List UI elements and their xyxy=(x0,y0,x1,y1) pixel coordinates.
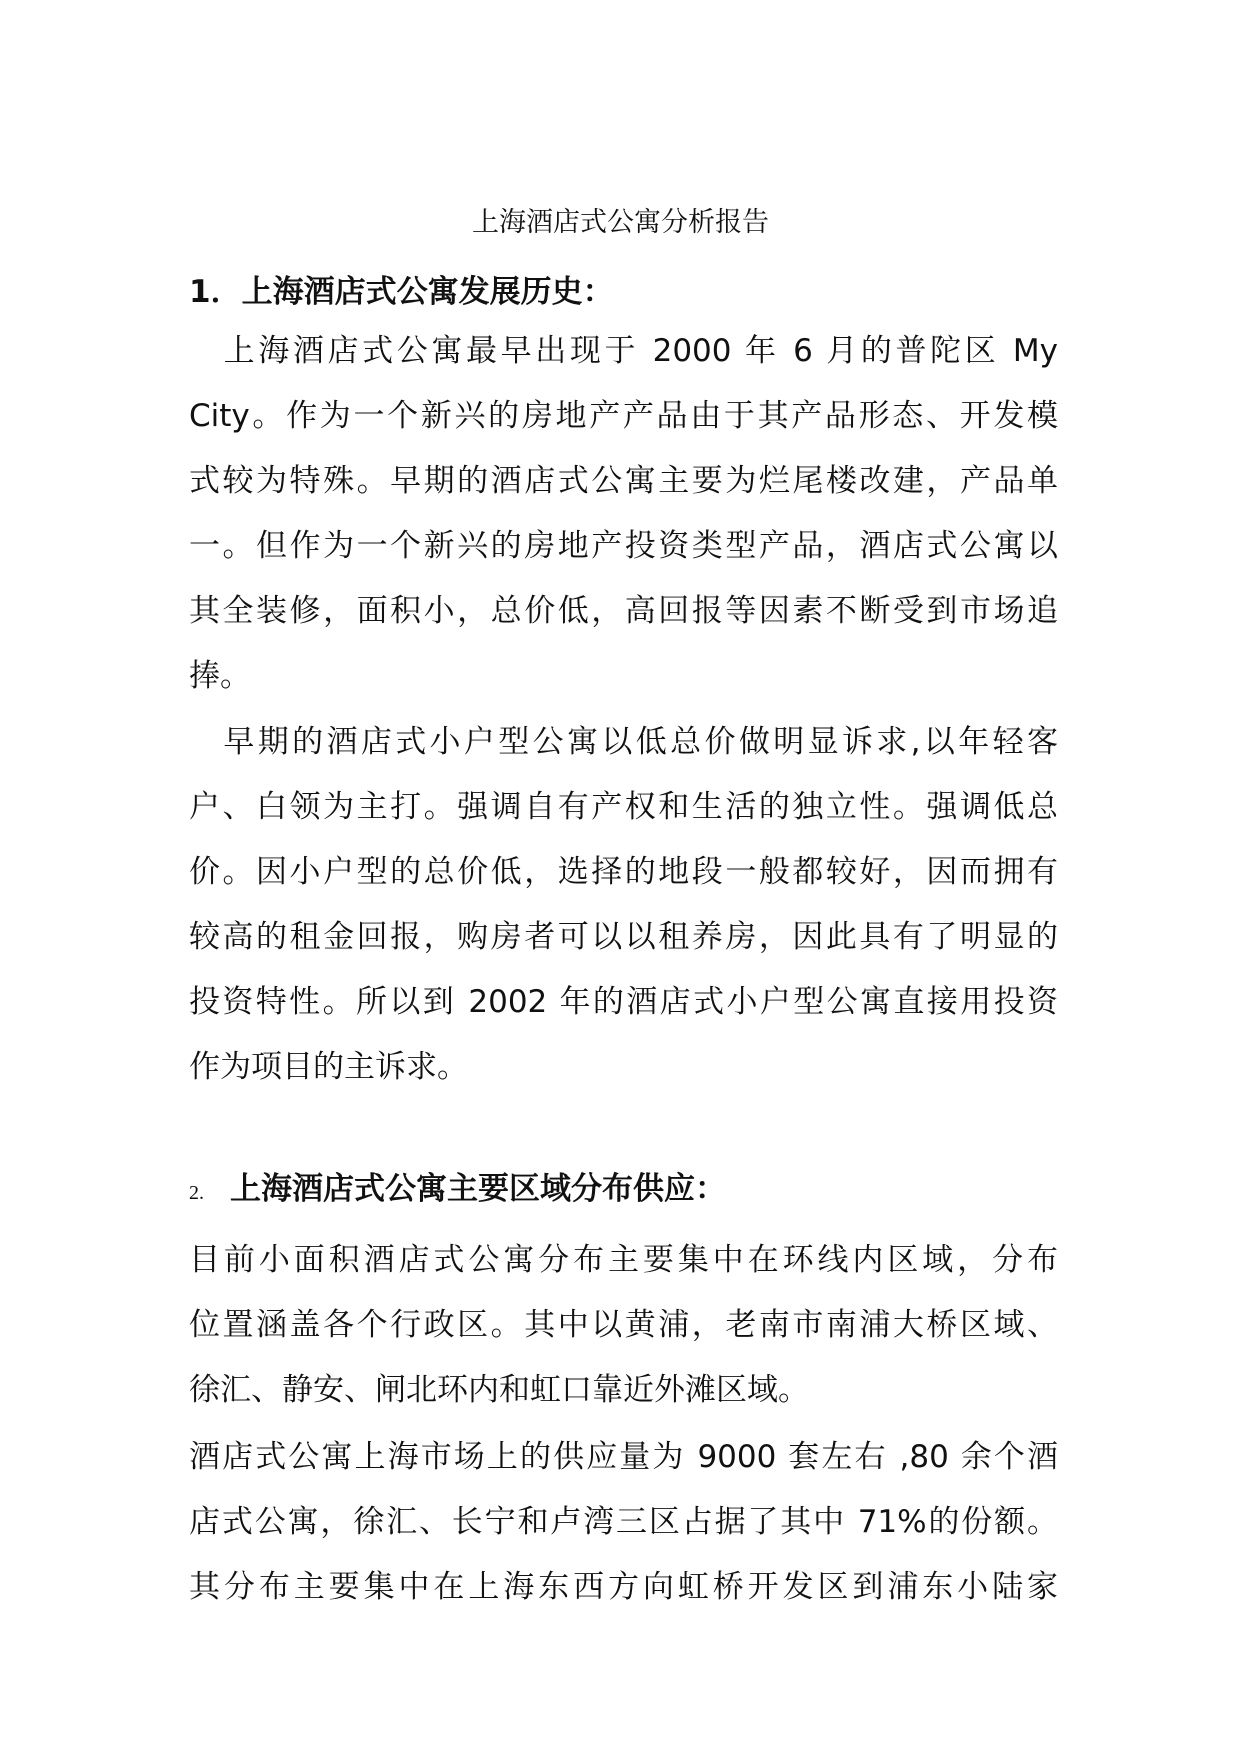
paragraph-line: 价。因小户型的总价低，选择的地段一般都较好，因而拥有 xyxy=(189,854,1058,890)
section-2-heading-text: 上海酒店式公寓主要区域分布供应： xyxy=(230,1171,726,1207)
paragraph-line: 捧。 xyxy=(189,658,251,694)
paragraph-line: 式较为特殊。早期的酒店式公寓主要为烂尾楼改建，产品单 xyxy=(189,463,1058,499)
paragraph-line: 早期的酒店式小户型公寓以低总价做明显诉求,以年轻客 xyxy=(189,724,1058,760)
section-1-heading: 1．上海酒店式公寓发展历史： xyxy=(189,274,614,310)
paragraph-line: 酒店式公寓上海市场上的供应量为 9000 套左右 ,80 余个酒 xyxy=(189,1439,1058,1475)
paragraph-line: 位置涵盖各个行政区。其中以黄浦，老南市南浦大桥区域、 xyxy=(189,1307,1058,1343)
paragraph-line: 较高的租金回报，购房者可以以租养房，因此具有了明显的 xyxy=(189,919,1058,955)
paragraph-line: 上海酒店式公寓最早出现于 2000 年 6 月的普陀区 My xyxy=(189,333,1058,369)
section-2-heading xyxy=(189,1163,726,1208)
paragraph-line: 店式公寓，徐汇、长宁和卢湾三区占据了其中 71%的份额。 xyxy=(189,1504,1058,1540)
paragraph-line: 作为项目的主诉求。 xyxy=(189,1049,468,1085)
paragraph-line: 一。但作为一个新兴的房地产投资类型产品，酒店式公寓以 xyxy=(189,528,1058,564)
paragraph-line: 徐汇、静安、闸北环内和虹口靠近外滩区域。 xyxy=(189,1372,809,1408)
paragraph-line: 其分布主要集中在上海东西方向虹桥开发区到浦东小陆家 xyxy=(189,1569,1058,1605)
document-title: 上海酒店式公寓分析报告 xyxy=(472,207,769,238)
paragraph-line: 户、白领为主打。强调自有产权和生活的独立性。强调低总 xyxy=(189,789,1058,825)
paragraph-line: 目前小面积酒店式公寓分布主要集中在环线内区域，分布 xyxy=(189,1242,1058,1278)
paragraph-line: City。作为一个新兴的房地产产品由于其产品形态、开发模 xyxy=(189,398,1058,434)
paragraph-line: 投资特性。所以到 2002 年的酒店式小户型公寓直接用投资 xyxy=(189,984,1058,1020)
paragraph-line: 其全装修，面积小，总价低，高回报等因素不断受到市场追 xyxy=(189,593,1058,629)
section-2-number: 2. xyxy=(189,1182,204,1204)
